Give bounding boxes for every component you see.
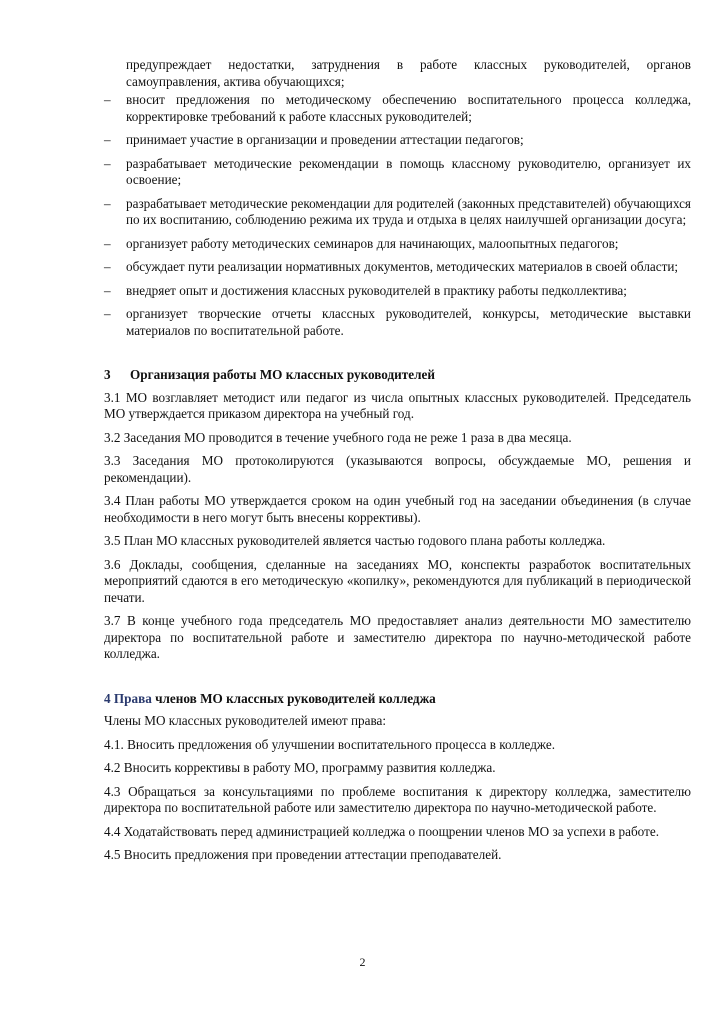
dash-marker: – [104, 282, 111, 298]
list-item-text: внедряет опыт и достижения классных руководителей в практику работы педколлектива; [126, 282, 627, 298]
list-item [104, 156, 691, 189]
paragraph: 3.4 План работы МО утверждается сроком на один учебный год на заседании объединения (в случае необходимости в него могут быть внесены коррективы). [104, 493, 691, 525]
paragraph: 3.5 План МО классных руководителей является частью годового плана работы колледжа. [104, 533, 606, 548]
list-item [104, 132, 691, 149]
section-3-heading [104, 367, 691, 384]
list-item-text: вносит предложения по методическому обеспечению воспитательного процесса колледжа, корректировке требований к работе классных руководителей; [126, 92, 691, 124]
list-item [104, 306, 691, 339]
paragraph: 3.1 МО возглавляет методист или педагог из числа опытных классных руководителей. Председатель МО утверждается приказом директора на учебный год. [104, 389, 691, 421]
list-item-text: разрабатывает методические рекомендации в помощь классному руководителю, организует их освоение; [126, 155, 691, 187]
dash-marker: – [104, 92, 111, 107]
dash-marker: – [104, 195, 111, 211]
section-4-heading [104, 691, 691, 708]
list-item-text: организует творческие отчеты классных руководителей, конкурсы, методические выставки материалов по воспитательной работе. [126, 306, 691, 338]
paragraph: 4.3 Обращаться за консультациями по проблеме воспитания к директору колледжа, заместителю директора по воспитательной работе или заместителю директора по научно-методической работе. [104, 783, 691, 815]
list-item [104, 92, 691, 125]
section-title-highlight: 4 Права [104, 690, 152, 706]
list-item-text: принимает участие в организации и проведении аттестации педагогов; [126, 132, 524, 147]
paragraph: 4.1. Вносить предложения об улучшении воспитательного процесса в колледже. [104, 736, 556, 752]
paragraph: 3.6 Доклады, сообщения, сделанные на заседаниях МО, конспекты разработок воспитательных мероприятий сдаются в его методическую «копилку», рекомендуются для публикаций в периодической печати. [104, 556, 691, 605]
paragraph: 3.7 В конце учебного года председатель МО предоставляет анализ деятельности МО заместителю директора по воспитательной работе и заместителю директора по научно-методической работе колледжа. [104, 613, 691, 661]
list-item [104, 196, 691, 229]
section-title: Организация работы МО классных руководителей [130, 367, 435, 382]
functions-list [104, 57, 691, 339]
list-item [104, 283, 691, 300]
list-item [104, 259, 691, 276]
dash-marker: – [104, 132, 111, 147]
dash-marker: – [104, 155, 111, 171]
list-item-text: разрабатывает методические рекомендации для родителей (законных представителей) обучающихся по их воспитанию, соблюдению режима их труда и отдыха в целях наилучшей организации досуга; [126, 195, 691, 227]
paragraph: 3.2 Заседания МО проводится в течение учебного года не реже 1 раза в два месяца. [104, 429, 572, 445]
section-intro: Члены МО классных руководителей имеют права: [104, 713, 387, 728]
list-item [104, 236, 691, 253]
list-item-text: обсуждает пути реализации нормативных документов, методических материалов в своей области; [126, 259, 679, 274]
dash-marker: – [104, 259, 111, 274]
list-item-text: предупреждает недостатки, затруднения в работе классных руководителей, органов самоуправления, актива обучающихся; [126, 57, 691, 89]
section-title: членов МО классных руководителей колледжа [151, 690, 436, 706]
list-item [104, 57, 691, 90]
document-page [104, 57, 691, 871]
dash-marker: – [104, 235, 111, 251]
page-number: 2 [359, 955, 366, 969]
paragraph: 4.2 Вносить коррективы в работу МО, программу развития колледжа. [104, 760, 496, 775]
section-number: 3 [104, 367, 111, 382]
dash-marker: – [104, 306, 111, 321]
paragraph: 3.3 Заседания МО протоколируются (указываются вопросы, обсуждаемые МО, решения и рекомендации). [104, 453, 691, 485]
paragraph: 4.5 Вносить предложения при проведении аттестации преподавателей. [104, 847, 502, 862]
list-item-text: организует работу методических семинаров для начинающих, малоопытных педагогов; [126, 235, 619, 251]
paragraph: 4.4 Ходатайствовать перед администрацией колледжа о поощрении членов МО за успехи в работе. [104, 823, 660, 839]
